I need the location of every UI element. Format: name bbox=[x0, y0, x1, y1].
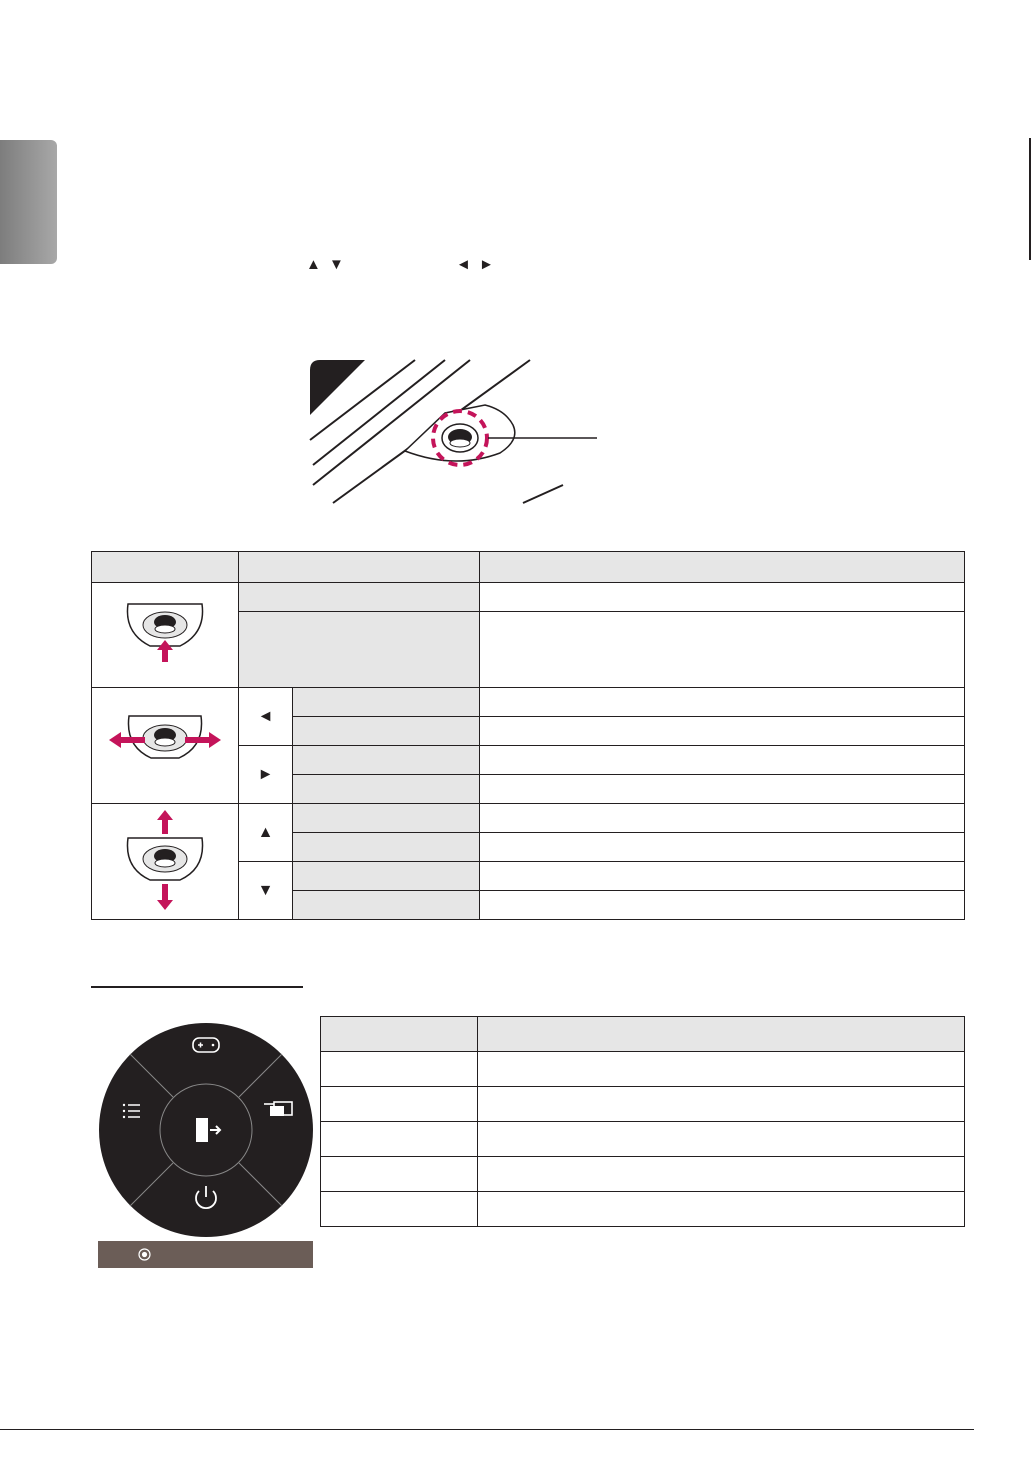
header-cell bbox=[92, 552, 239, 583]
table-row bbox=[92, 583, 965, 612]
press-joystick-icon-cell bbox=[92, 583, 239, 688]
table-row bbox=[321, 1122, 965, 1157]
table-cell bbox=[293, 862, 480, 891]
table-row bbox=[321, 1192, 965, 1227]
header-cell bbox=[239, 552, 480, 583]
monitor-joystick-illustration bbox=[305, 355, 605, 507]
up-down-arrows-text: ▲ ▼ bbox=[306, 256, 346, 273]
left-direction-cell: ◄ bbox=[239, 688, 293, 746]
joystick-function-table bbox=[91, 551, 965, 920]
up-arrow-icon bbox=[157, 810, 173, 834]
table-cell bbox=[293, 891, 480, 920]
table-cell bbox=[321, 1192, 478, 1227]
table-cell bbox=[478, 1087, 965, 1122]
table-header-row bbox=[92, 552, 965, 583]
table-cell bbox=[480, 746, 965, 775]
down-arrow-icon bbox=[157, 884, 173, 910]
table-cell bbox=[293, 688, 480, 717]
right-direction-cell: ► bbox=[239, 746, 293, 804]
table-header-row bbox=[321, 1017, 965, 1052]
table-row bbox=[92, 804, 965, 833]
table-cell bbox=[478, 1052, 965, 1087]
table-cell bbox=[478, 1122, 965, 1157]
table-row bbox=[92, 688, 965, 717]
joystick-up-down-icon bbox=[120, 806, 210, 914]
table-cell bbox=[321, 1122, 478, 1157]
table-cell bbox=[480, 862, 965, 891]
header-cell bbox=[478, 1017, 965, 1052]
move-left-right-icon-cell bbox=[92, 688, 239, 804]
monitor-corner-shape bbox=[310, 360, 365, 415]
page-edge-marker bbox=[1029, 138, 1031, 260]
language-tab bbox=[0, 140, 57, 264]
table-cell bbox=[480, 688, 965, 717]
table-cell bbox=[293, 804, 480, 833]
table-cell bbox=[293, 746, 480, 775]
left-right-arrows-text: ◄ ► bbox=[456, 256, 496, 273]
table-cell bbox=[293, 717, 480, 746]
table-cell bbox=[480, 804, 965, 833]
table-cell bbox=[480, 775, 965, 804]
table-cell bbox=[480, 891, 965, 920]
table-cell bbox=[321, 1157, 478, 1192]
table-cell bbox=[480, 717, 965, 746]
table-cell bbox=[321, 1087, 478, 1122]
table-cell bbox=[480, 833, 965, 862]
table-cell bbox=[321, 1052, 478, 1087]
table-cell bbox=[239, 612, 480, 688]
table-row bbox=[321, 1052, 965, 1087]
joystick-left-right-icon bbox=[105, 708, 225, 780]
menu-wheel bbox=[98, 1022, 314, 1238]
menu-label-bar bbox=[98, 1241, 313, 1268]
table-cell bbox=[293, 775, 480, 804]
radio-dot-icon bbox=[138, 1248, 151, 1261]
table-cell bbox=[239, 583, 480, 612]
menu-function-table bbox=[320, 1016, 965, 1227]
table-cell bbox=[293, 833, 480, 862]
header-cell bbox=[480, 552, 965, 583]
table-row bbox=[321, 1157, 965, 1192]
joystick-press-icon bbox=[120, 598, 210, 670]
table-cell bbox=[480, 612, 965, 688]
footer-rule bbox=[0, 1429, 974, 1430]
section-heading-underline bbox=[91, 986, 303, 988]
table-cell bbox=[478, 1192, 965, 1227]
table-cell bbox=[478, 1157, 965, 1192]
table-cell bbox=[480, 583, 965, 612]
header-cell bbox=[321, 1017, 478, 1052]
up-direction-cell: ▲ bbox=[239, 804, 293, 862]
down-direction-cell: ▼ bbox=[239, 862, 293, 920]
move-up-down-icon-cell bbox=[92, 804, 239, 920]
table-row bbox=[321, 1087, 965, 1122]
